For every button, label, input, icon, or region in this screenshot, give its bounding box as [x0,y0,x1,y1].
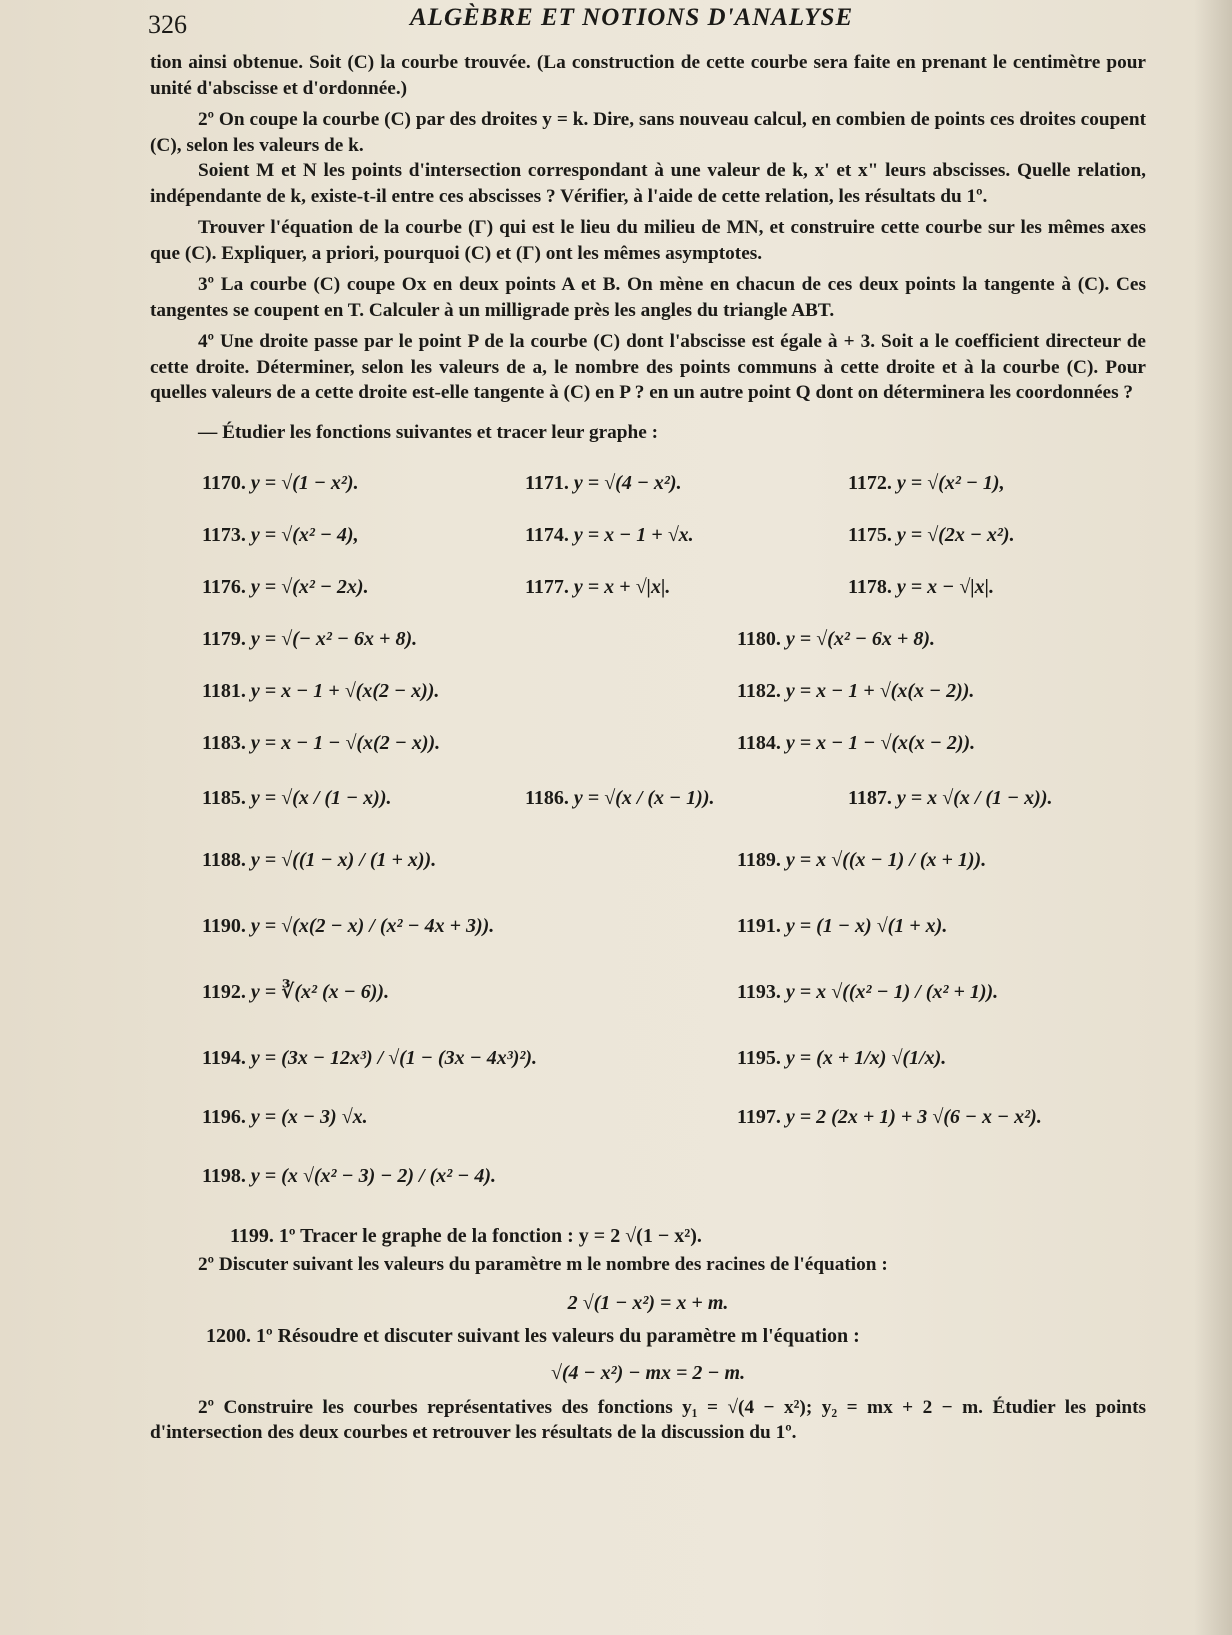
exercise-item: 1181. y = x − 1 + √(x(2 − x)). [202,680,440,702]
paragraph-continuation: tion ainsi obtenue. Soit (C) la courbe trouvée. (La construction de cette courbe sera faite en prenant le centimètre pour unité d'abscisse et d'ordonnée.) [150,52,1146,99]
exercise-item: 1176. y = √(x² − 2x). [202,576,369,598]
exercise-item: 1194. y = (3x − 12x³) / √(1 − (3x − 4x³)²). [202,1047,538,1069]
exercise-grid-1 [150,457,1146,613]
exercise-1200-line2: 2º Construire les courbes représentatives des fonctions y₁ = √(4 − x²); y₂ = mx + 2 − m. Étudier les points d'intersection des deux courbes et retrouver les résultats de la discussion du 1º. [150,1396,1146,1443]
paragraph-part-2: 2º On coupe la courbe (C) par des droites y = k. Dire, sans nouveau calcul, en combien de points ces droites coupent (C), selon les valeurs de k. [150,109,1146,156]
exercise-pairs-2 [150,827,1146,1209]
exercise-item: 1192. y = ∛(x² (x − 6)). [202,981,390,1003]
page-header [148,4,1152,40]
exercise-item-empty [685,1143,1146,1209]
exercise-1199-equation: 2 √(1 − x²) = x + m. [567,1291,729,1314]
paragraph-locus: Trouver l'équation de la courbe (Γ) qui est le lieu du milieu de MN, et construire cette courbe sur les mêmes axes que (C). Expliquer, a priori, pourquoi (C) et (Γ) ont les mêmes asymptotes. [150,217,1146,264]
exercise-1200-number: 1200. [206,1324,251,1347]
exercise-item: 1171. y = √(4 − x²). [525,472,682,494]
exercise-item: 1187. y = x √(x / (1 − x)). [848,787,1053,809]
exercise-item: 1193. y = x √((x² − 1) / (x² + 1)). [737,981,999,1003]
exercise-item: 1195. y = (x + 1/x) √(1/x). [737,1047,947,1069]
running-title: ALGÈBRE ET NOTIONS D'ANALYSE [410,4,854,31]
exercise-1199-line2: 2º Discuter suivant les valeurs du paramètre m le nombre des racines de l'équation : [198,1254,888,1275]
exercise-1199-line1: 1º Tracer le graphe de la fonction : y = 2 √(1 − x²). [278,1225,702,1247]
exercise-item: 1188. y = √((1 − x) / (1 + x)). [202,849,437,871]
exercise-grid-2 [150,769,1146,827]
exercise-item: 1180. y = √(x² − 6x + 8). [737,628,935,650]
exercise-item: 1177. y = x + √|x|. [525,576,671,598]
exercise-pairs-1 [150,613,1146,769]
exercise-item: 1182. y = x − 1 + √(x(x − 2)). [737,680,975,702]
exercise-item: 1179. y = √(− x² − 6x + 8). [202,628,418,650]
exercise-item: 1198. y = (x √(x² − 3) − 2) / (x² − 4). [202,1165,497,1187]
exercise-item: 1183. y = x − 1 − √(x(2 − x)). [202,732,441,754]
exercise-item: 1172. y = √(x² − 1), [848,472,1005,494]
exercise-item: 1175. y = √(2x − x²). [848,524,1015,546]
exercise-1200-line1: 1º Résoudre et discuter suivant les valeurs du paramètre m l'équation : [256,1324,860,1347]
exercise-item: 1191. y = (1 − x) √(1 + x). [737,915,948,937]
exercise-item: 1178. y = x − √|x|. [848,576,995,598]
exercise-intro: — Étudier les fonctions suivantes et tracer leur graphe : [198,421,659,443]
exercise-item: 1190. y = √(x(2 − x) / (x² − 4x + 3)). [202,915,495,937]
exercise-item: 1186. y = √(x / (x − 1)). [525,787,715,809]
paragraph-part-4: 4º Une droite passe par le point P de la courbe (C) dont l'abscisse est égale à + 3. Soit a le coefficient directeur de cette droite. Déterminer, selon les valeurs de a, le nombre des points communs à cette droite et à la courbe (C). Pour quelles valeurs de a cette droite est-elle tangente à (C) en P ? en un autre point Q dont on déterminera les coordonnées ? [150,331,1146,403]
exercise-item: 1197. y = 2 (2x + 1) + 3 √(6 − x − x²). [737,1106,1042,1128]
page-edge-shadow [1194,0,1232,1635]
exercise-item: 1196. y = (x − 3) √x. [202,1106,368,1128]
exercise-1199 [150,1225,1146,1248]
exercise-1200-equation: √(4 − x²) − mx = 2 − m. [550,1361,746,1384]
exercise-item: 1174. y = x − 1 + √x. [525,524,694,546]
exercise-1199-number: 1199. [230,1225,274,1247]
paragraph-intersections: Soient M et N les points d'intersection correspondant à une valeur de k, x' et x" leurs abscisses. Quelle relation, indépendante de k, existe-t-il entre ces abscisses ? Vérifier, à l'aide de cette relation, les résultats du 1º. [150,160,1146,207]
exercise-item: 1173. y = √(x² − 4), [202,524,359,546]
exercise-item: 1184. y = x − 1 − √(x(x − 2)). [737,732,976,754]
page-number: 326 [148,10,187,39]
page-body [150,50,1146,1446]
exercise-item: 1185. y = √(x / (1 − x)). [202,787,392,809]
paragraph-part-3: 3º La courbe (C) coupe Ox en deux points A et B. On mène en chacun de ces deux points la tangente à (C). Ces tangentes se coupent en T. Calculer à un milligrade près les angles du triangle ABT. [150,274,1146,321]
exercise-item: 1170. y = √(1 − x²). [202,472,359,494]
exercise-1200 [150,1325,1146,1348]
exercise-item: 1189. y = x √((x − 1) / (x + 1)). [737,849,987,871]
